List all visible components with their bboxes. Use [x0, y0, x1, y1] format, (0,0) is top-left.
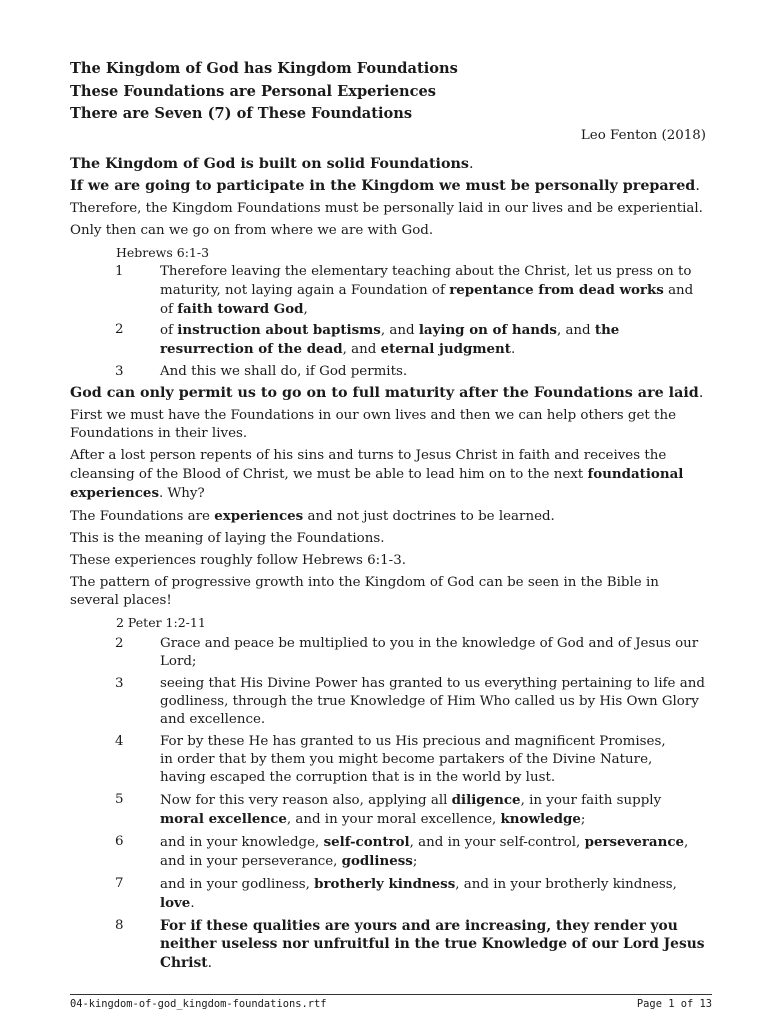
verse-number: 8: [115, 917, 124, 933]
verse-text: For if these qualities are yours and are increasing, they render you neither useless nor unfruitful in the true Knowledge of our Lord Jesus Christ.: [160, 917, 705, 971]
author-line: Leo Fenton (2018): [580, 127, 706, 143]
title-line-2: These Foundations are Personal Experiences: [70, 82, 436, 100]
page-footer: [70, 994, 712, 1011]
footer-page-number: Page 1 of 13: [636, 998, 712, 1010]
hebrews-verse-3: [70, 363, 706, 381]
title-line-3: There are Seven (7) of These Foundations: [70, 105, 413, 122]
peter-verse-3: [70, 675, 706, 729]
verse-text: Therefore leaving the elementary teaching about the Christ, let us press on to maturity, not laying again a Foundation of repentance from dead works and of faith toward God,: [160, 263, 694, 317]
title-line-1: The Kingdom of God has Kingdom Foundations: [70, 60, 458, 77]
hebrews-verse-2: [70, 321, 706, 359]
verse-text: seeing that His Divine Power has granted to us everything pertaining to life and godliness, through the true Knowledge of Him Who called us by His Own Glory and excellence.: [160, 675, 705, 727]
paragraph-experiences: The Foundations are experiences and not just doctrines to be learned.: [70, 507, 555, 524]
verse-number: 6: [115, 833, 124, 849]
verse-number: 2: [115, 635, 124, 651]
verse-number: 1: [115, 263, 124, 279]
verse-number: 2: [115, 321, 124, 337]
document-page: [70, 58, 706, 974]
verse-number: 5: [115, 791, 124, 807]
peter-verse-6: [70, 833, 706, 871]
peter-verse-5: [70, 791, 706, 829]
paragraph-experiential: Therefore, the Kingdom Foundations must be personally laid in our lives and be experiential.: [70, 200, 703, 216]
statement-prepared: If we are going to participate in the Kingdom we must be personally prepared.: [70, 177, 700, 194]
verse-text: Now for this very reason also, applying all diligence, in your faith supply moral excellence, and in your moral excellence, knowledge;: [160, 791, 662, 827]
verse-number: 7: [115, 875, 124, 891]
statement-foundations: The Kingdom of God is built on solid Foundations.: [70, 155, 474, 172]
paragraph-lost-person: After a lost person repents of his sins and turns to Jesus Christ in faith and receives the cleansing of the Blood of Christ, we must be able to lead him on to the next foundational experiences. Why?: [70, 447, 684, 501]
verse-number: 3: [115, 363, 124, 379]
peter-reference: 2 Peter 1:2-11: [116, 614, 206, 630]
verse-text: Grace and peace be multiplied to you in the knowledge of God and of Jesus our Lord;: [160, 635, 699, 669]
statement-maturity: God can only permit us to go on to full maturity after the Foundations are laid.: [70, 384, 704, 401]
verse-text: and in your knowledge, self-control, and in your self-control, perseverance, and in your perseverance, godliness;: [160, 833, 689, 869]
verse-text: And this we shall do, if God permits.: [160, 363, 408, 379]
paragraph-hebrews-follow: These experiences roughly follow Hebrews 6:1-3.: [70, 552, 406, 568]
verse-text: For by these He has granted to us His precious and magnificent Promises, in order that by them you might become partakers of the Divine Nature, having escaped the corruption that is in the world by lust.: [160, 733, 666, 785]
hebrews-verse-1: [70, 263, 706, 319]
hebrews-reference: Hebrews 6:1-3: [116, 244, 210, 260]
verse-number: 3: [115, 675, 124, 691]
footer-filename: 04-kingdom-of-god_kingdom-foundations.rtf: [70, 998, 327, 1010]
verse-text: of instruction about baptisms, and laying on of hands, and the resurrection of the dead, and eternal judgment.: [160, 321, 620, 357]
peter-verse-4: [70, 733, 706, 787]
peter-verse-7: [70, 875, 706, 913]
peter-verse-8: [70, 917, 706, 973]
paragraph-meaning: This is the meaning of laying the Foundations.: [70, 530, 385, 546]
paragraph-first: First we must have the Foundations in our own lives and then we can help others get the Foundations in their lives.: [70, 407, 676, 441]
peter-verse-2: [70, 635, 706, 671]
verse-text: and in your godliness, brotherly kindness, and in your brotherly kindness, love.: [160, 875, 677, 911]
paragraph-pattern: The pattern of progressive growth into the Kingdom of God can be seen in the Bible in several places!: [70, 574, 659, 608]
verse-number: 4: [115, 733, 124, 749]
paragraph-only-then: Only then can we go on from where we are with God.: [70, 222, 434, 238]
